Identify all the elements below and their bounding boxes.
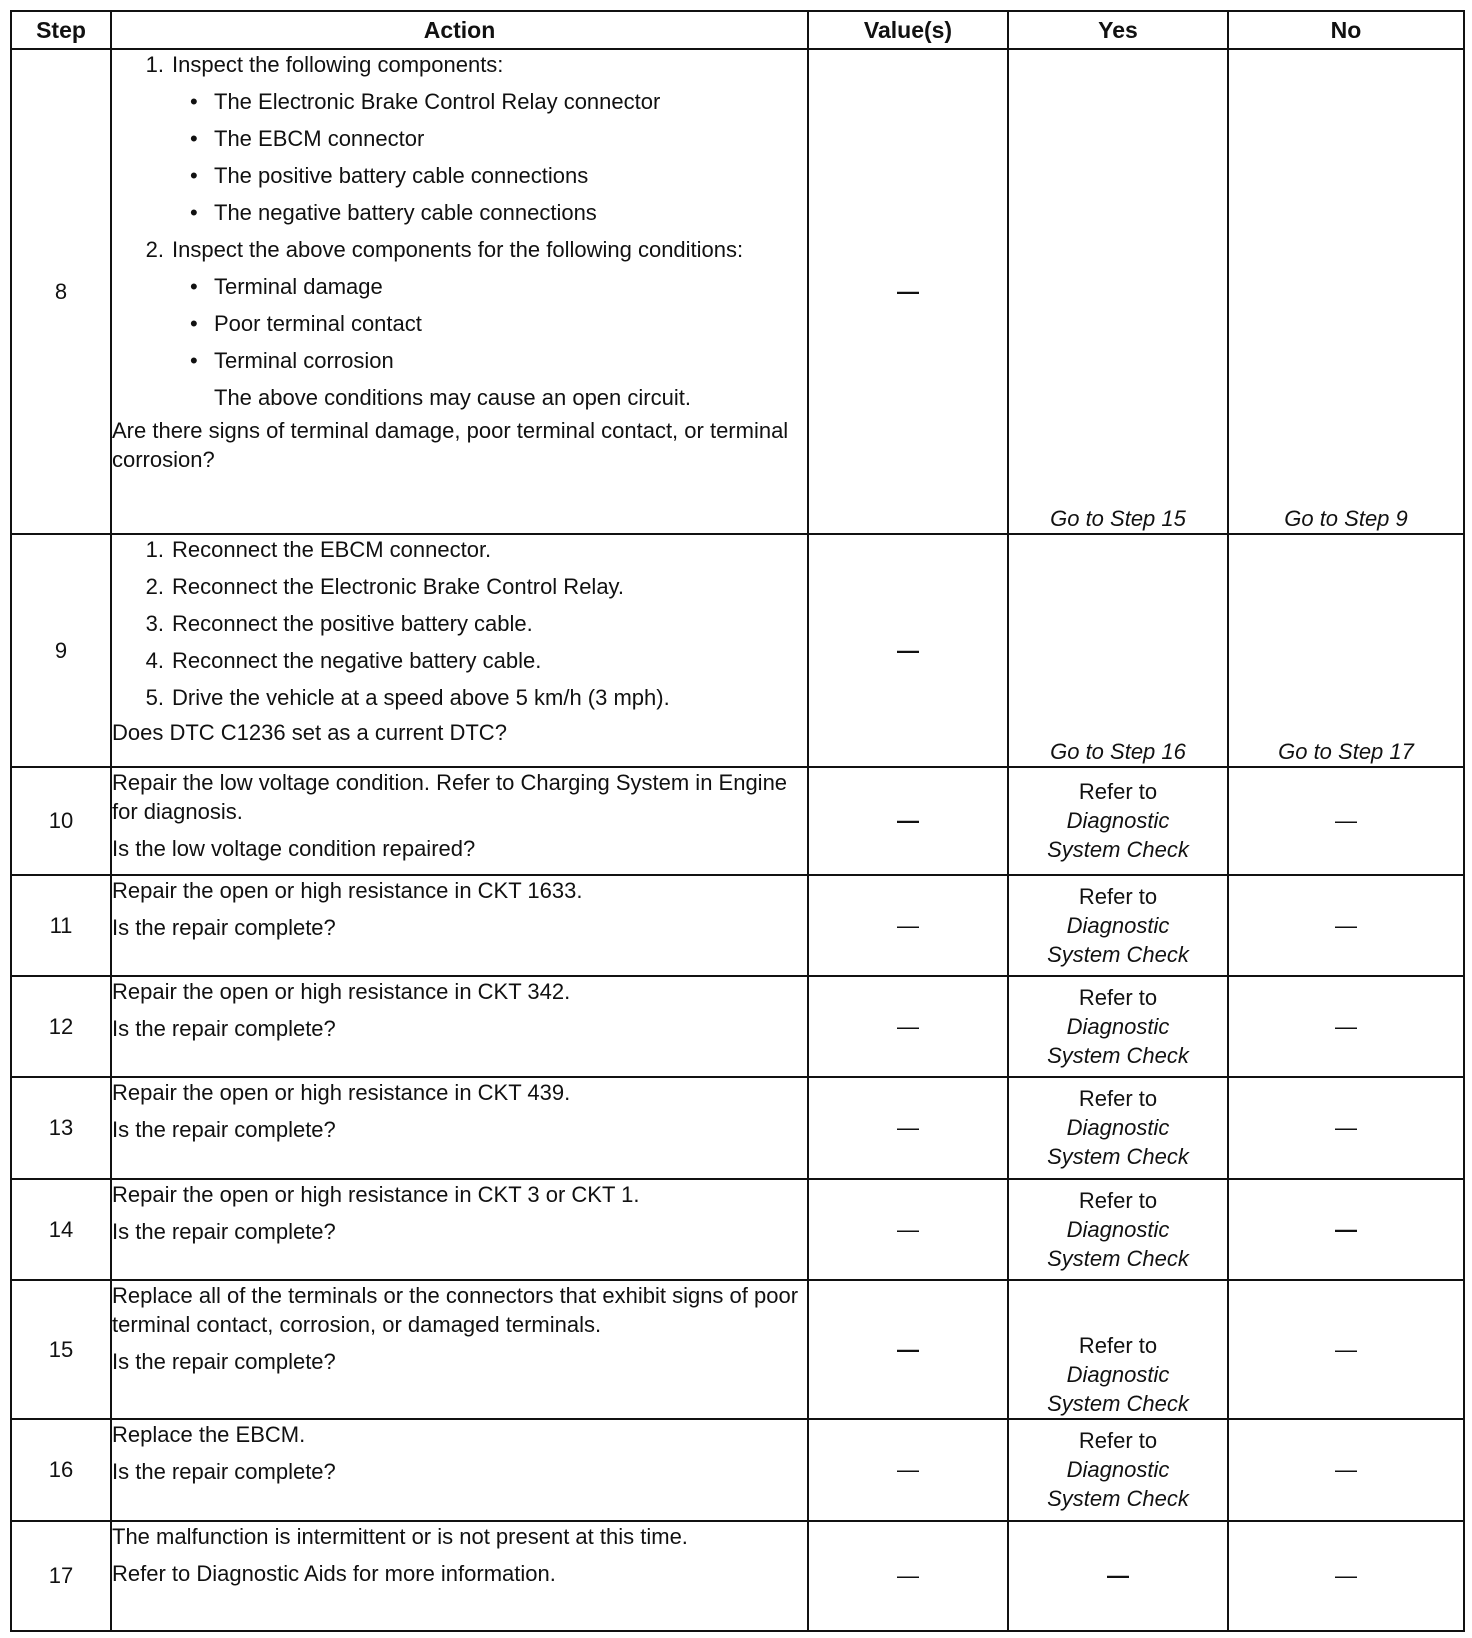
numbered-item: 2. Reconnect the Electronic Brake Control Relay. xyxy=(145,573,625,599)
no-cell: — xyxy=(1228,1077,1464,1178)
action-text: Repair the low voltage condition. Refer to Charging System in Engine for diagnosis. xyxy=(112,770,788,825)
numbered-item: 5. Drive the vehicle at a speed above 5 km/h (3 mph). xyxy=(145,684,670,710)
question-text: Is the repair complete? xyxy=(112,1348,336,1374)
action-cell xyxy=(111,534,808,768)
bullet-item: • The positive battery cable connections xyxy=(190,161,807,190)
value-cell: — xyxy=(808,1077,1008,1178)
no-cell: — xyxy=(1228,1179,1464,1280)
table-row-step-16 xyxy=(11,1419,1464,1520)
header-no: No xyxy=(1228,11,1464,49)
no-cell: Go to Step 17 xyxy=(1228,534,1464,768)
action-text: The malfunction is intermittent or is not present at this time. xyxy=(112,1523,688,1549)
action-cell xyxy=(111,49,808,534)
step-number: 16 xyxy=(11,1419,111,1520)
no-cell: Go to Step 9 xyxy=(1228,49,1464,534)
bullet-item: • Poor terminal contact xyxy=(190,309,807,338)
table-row-step-12 xyxy=(11,976,1464,1077)
action-cell xyxy=(111,1521,808,1631)
value-cell: — xyxy=(808,49,1008,534)
step-number: 17 xyxy=(11,1521,111,1631)
bullet-item: • The Electronic Brake Control Relay connector xyxy=(190,87,807,116)
action-text: Repair the open or high resistance in CKT 342. xyxy=(112,978,571,1004)
bullet-item: • Terminal corrosion xyxy=(190,346,807,375)
reference-text: Refer to Diagnostic Aids for more information. xyxy=(112,1560,556,1586)
numbered-item: 1. Inspect the following components: xyxy=(145,52,504,77)
action-cell xyxy=(111,1419,808,1520)
table-row-step-10 xyxy=(11,767,1464,874)
question-text: Is the repair complete? xyxy=(112,914,336,940)
numbered-item: 1. Reconnect the EBCM connector. xyxy=(145,536,492,562)
header-step: Step xyxy=(11,11,111,49)
no-cell: — xyxy=(1228,875,1464,976)
header-yes: Yes xyxy=(1008,11,1228,49)
yes-cell: Refer to Diagnostic System Check xyxy=(1008,767,1228,874)
bullet-item: • Terminal damage xyxy=(190,272,807,301)
table-row-step-15 xyxy=(11,1280,1464,1419)
action-text: Replace the EBCM. xyxy=(112,1422,306,1448)
table-row-step-9 xyxy=(11,534,1464,768)
yes-cell: Refer to Diagnostic System Check xyxy=(1008,976,1228,1077)
step-number: 14 xyxy=(11,1179,111,1280)
step-number: 9 xyxy=(11,534,111,768)
numbered-item: 4. Reconnect the negative battery cable. xyxy=(145,647,542,673)
question-text: Is the repair complete? xyxy=(112,1015,336,1041)
step-number: 8 xyxy=(11,49,111,534)
numbered-item: 3. Reconnect the positive battery cable. xyxy=(145,610,533,636)
value-cell: — xyxy=(808,534,1008,768)
bullet-item: • The negative battery cable connections xyxy=(190,198,807,227)
diagnostic-table xyxy=(10,10,1465,1632)
action-text: Replace all of the terminals or the connectors that exhibit signs of poor terminal contact, corrosion, or damaged terminals. xyxy=(112,1282,799,1337)
table-row-step-17 xyxy=(11,1521,1464,1631)
bullet-item: • The EBCM connector xyxy=(190,124,807,153)
action-cell xyxy=(111,1179,808,1280)
value-cell: — xyxy=(808,1179,1008,1280)
value-cell: — xyxy=(808,1419,1008,1520)
no-cell: — xyxy=(1228,767,1464,874)
action-text: Repair the open or high resistance in CKT 1633. xyxy=(112,877,583,903)
action-cell xyxy=(111,767,808,874)
no-cell: — xyxy=(1228,1521,1464,1631)
value-cell: — xyxy=(808,767,1008,874)
value-cell: — xyxy=(808,1521,1008,1631)
no-cell: — xyxy=(1228,976,1464,1077)
note-text: The above conditions may cause an open circuit. xyxy=(214,385,691,410)
no-cell: — xyxy=(1228,1419,1464,1520)
numbered-item: 2. Inspect the above components for the following conditions: xyxy=(145,237,744,262)
value-cell: — xyxy=(808,976,1008,1077)
action-cell xyxy=(111,976,808,1077)
question-text: Is the low voltage condition repaired? xyxy=(112,836,476,862)
step-number: 10 xyxy=(11,767,111,874)
action-cell xyxy=(111,1280,808,1419)
yes-cell: Refer to Diagnostic System Check xyxy=(1008,1077,1228,1178)
table-row-step-14 xyxy=(11,1179,1464,1280)
no-cell: — xyxy=(1228,1280,1464,1419)
action-text: Repair the open or high resistance in CKT 3 or CKT 1. xyxy=(112,1181,640,1207)
yes-cell: Refer to Diagnostic System Check xyxy=(1008,875,1228,976)
table-row-step-11 xyxy=(11,875,1464,976)
yes-cell: Go to Step 15 xyxy=(1008,49,1228,534)
yes-cell: Refer to Diagnostic System Check xyxy=(1008,1179,1228,1280)
header-action: Action xyxy=(111,11,808,49)
action-text: Repair the open or high resistance in CKT 439. xyxy=(112,1080,571,1106)
table-row-step-8 xyxy=(11,49,1464,534)
yes-cell: Refer to Diagnostic System Check xyxy=(1008,1419,1228,1520)
action-cell xyxy=(111,875,808,976)
step-number: 11 xyxy=(11,875,111,976)
header-values: Value(s) xyxy=(808,11,1008,49)
action-cell xyxy=(111,1077,808,1178)
header-row xyxy=(11,11,1464,49)
question-text: Is the repair complete? xyxy=(112,1459,336,1485)
yes-cell: Refer to Diagnostic System Check xyxy=(1008,1280,1228,1419)
question-text: Are there signs of terminal damage, poor terminal contact, or terminal corrosion? xyxy=(112,418,789,472)
step-number: 15 xyxy=(11,1280,111,1419)
step-number: 12 xyxy=(11,976,111,1077)
value-cell: — xyxy=(808,875,1008,976)
question-text: Is the repair complete? xyxy=(112,1218,336,1244)
value-cell: — xyxy=(808,1280,1008,1419)
question-text: Is the repair complete? xyxy=(112,1117,336,1143)
yes-cell: — xyxy=(1008,1521,1228,1631)
step-number: 13 xyxy=(11,1077,111,1178)
question-text: Does DTC C1236 set as a current DTC? xyxy=(112,719,507,745)
yes-cell: Go to Step 16 xyxy=(1008,534,1228,768)
table-row-step-13 xyxy=(11,1077,1464,1178)
